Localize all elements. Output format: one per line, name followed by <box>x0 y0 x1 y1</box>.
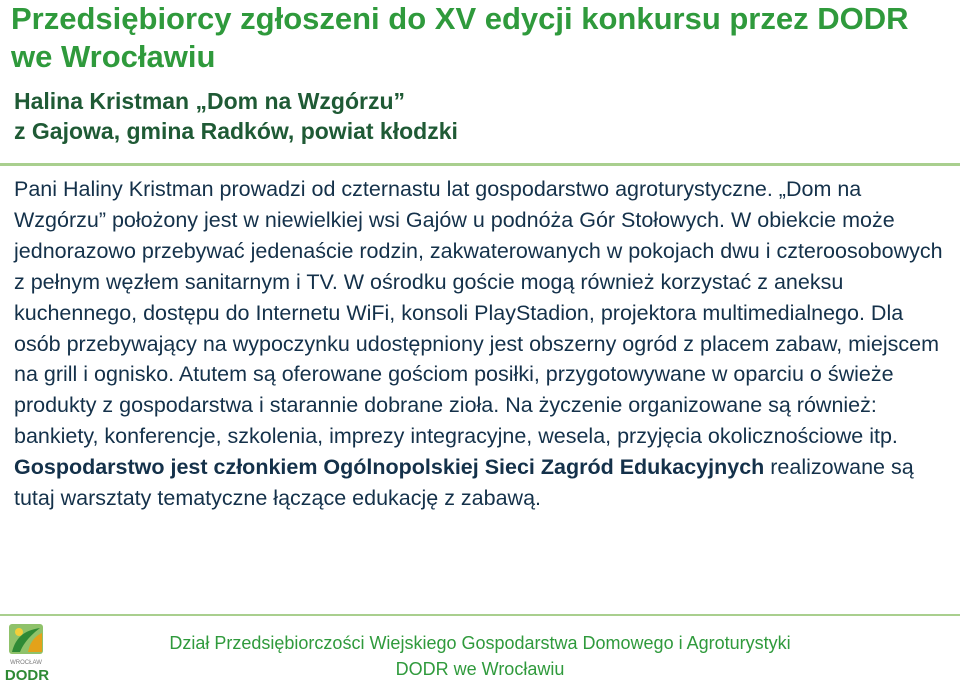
footer-line-2: DODR we Wrocławiu <box>395 659 565 679</box>
footer-line-1: Dział Przedsiębiorczości Wiejskiego Gospodarstwa Domowego i Agroturystyki <box>169 633 791 653</box>
logo-small-text: WROCŁAW <box>10 660 42 666</box>
dodr-logo-icon <box>2 622 66 684</box>
body-text-end: realizowane są tutaj warsztaty tematyczne łączące edukację z zabawą. <box>14 455 914 511</box>
body-text-main: Pani Haliny Kristman prowadzi od czternastu lat gospodarstwo agroturystyczne. „Dom na Wzgórzu” położony jest w niewielkiej wsi Gajów u podnóża Gór Stołowych. W obiekcie może jednorazowo przebywać jedenaście rodzin, zakwaterowanych w pokojach dwu i czteroosobowych z pełnym węzłem sanitarnym i TV. W ośrodku goście mogą również korzystać z aneksu kuchennego, dostępu do Internetu WiFi, konsoli PlayStadion, projektora multimedialnego. Dla osób przebywający na wypoczynku udostępniony jest obszerny ogród z placem zabaw, miejscem na grill i ognisko. Atutem są oferowane gościom posiłki, przygotowywane w oparciu o świeże produkty z gospodarstwa i starannie dobrane zioła. Na życzenie organizowane są również: bankiety, konferencje, szkolenia, imprezy integracyjne, wesela, przyjęcia okolicznościowe itp. <box>14 177 943 449</box>
page-title: Przedsiębiorcy zgłoszeni do XV edycji konkursu przez DODR we Wrocławiu <box>11 1 909 74</box>
logo-emblem <box>9 624 43 654</box>
footer <box>120 630 840 682</box>
logo-name: DODR <box>4 667 50 684</box>
subtitle-line-2: z Gajowa, gmina Radków, powiat kłodzki <box>14 118 458 144</box>
page-subtitle <box>14 86 944 146</box>
subtitle-line-1: Halina Kristman „Dom na Wzgórzu” <box>14 88 406 114</box>
body-paragraph <box>14 174 950 514</box>
logo-sun <box>15 628 23 636</box>
header-divider <box>0 163 960 166</box>
footer-divider <box>0 614 960 616</box>
body-text-bold: Gospodarstwo jest członkiem Ogólnopolskiej Sieci Zagród Edukacyjnych <box>14 455 765 480</box>
